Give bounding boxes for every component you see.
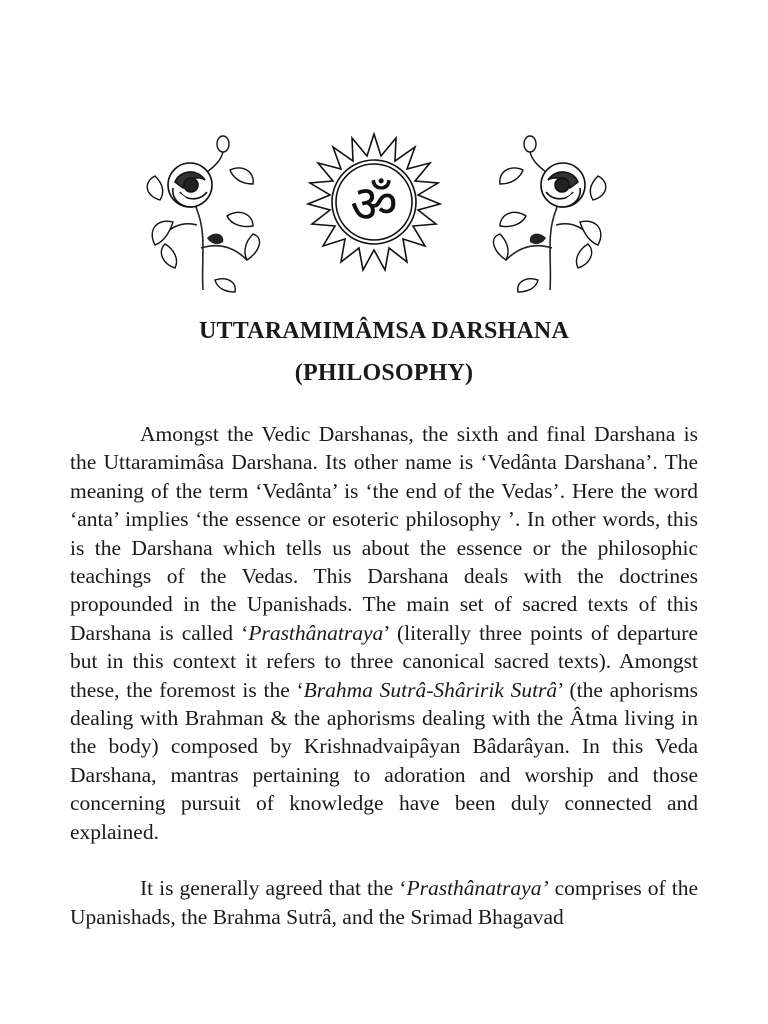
page-subtitle: (PHILOSOPHY) xyxy=(294,360,474,386)
page-title: UTTARAMIMÂMSA DARSHANA xyxy=(199,318,569,344)
paragraph-1-italic-d: Brahma Sutrâ-Shâririk Sutrâ xyxy=(303,677,558,702)
om-icon xyxy=(304,132,444,272)
paragraph-1-text-a: Amongst the Vedic Darshanas, the sixth and final Darshana is the Uttaramimâsa Darshana. Its other name is ‘Vedânta Darshana’. The meaning of the term ‘Vedânta’ is ‘the end of the Vedas’. Here the word ‘anta’ implies ‘the essence or esoteric philosophy ’. In other words, this is the Darshana which tells us about the essence or the philosophic teachings of the Vedas. This Darshana deals with the doctrines propounded in the Upanishads. The main set of sacred texts of this Darshana is called ‘ xyxy=(70,422,698,645)
om-symbol: ॐ xyxy=(350,175,398,235)
paragraph-1-text-c: ’ (literally three points of departure but in this context it refers to three canonical sacred texts). Amongst these, the foremost is the ‘ xyxy=(70,620,698,702)
paragraph-2-text-a: It is generally agreed that the ‘ xyxy=(140,876,407,901)
paragraph-1-text-e: ’ (the aphorisms dealing with Brahman & the aphorisms dealing with the Âtma living in the body) composed by Krishnadvaipâyan Bâdarâyan. In this Veda Darshana, mantras pertaining to adoration and worship and those concerning pursuit of knowledge have been duly connected and explained. xyxy=(70,677,699,844)
paragraph-2 xyxy=(70,874,698,931)
paragraph-2-text-c: comprises of the Upanishads, the Brahma Sutrâ, and the Srimad Bhagavad xyxy=(70,876,698,929)
paragraph-1 xyxy=(70,420,698,846)
paragraph-2-italic-b: Prasthânatraya’ xyxy=(406,876,549,901)
body-text xyxy=(70,420,698,931)
rose-icon xyxy=(135,130,275,295)
rose-icon xyxy=(478,130,618,295)
paragraph-1-italic-b: Prasthânatraya xyxy=(248,620,384,645)
header-ornaments xyxy=(0,130,768,300)
